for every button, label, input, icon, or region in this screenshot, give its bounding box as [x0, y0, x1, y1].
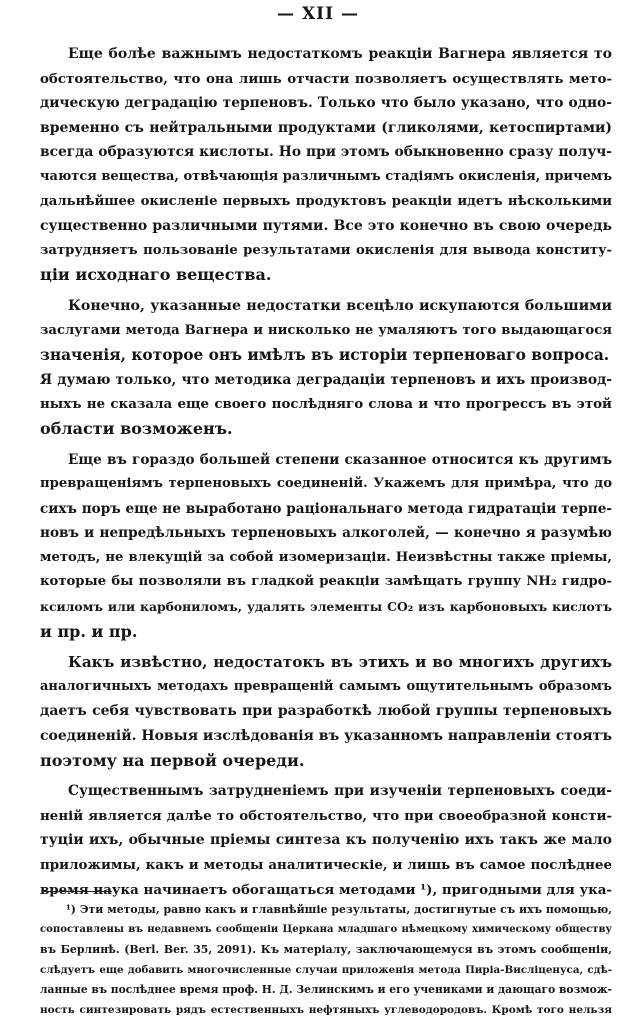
text-line: чаются вещества, отвѣчающія различнымъ стадіямъ окисленія, причемъ	[40, 168, 612, 184]
page-number: — XII —	[277, 4, 359, 24]
text-line: области возможенъ.	[40, 418, 233, 438]
text-line: Какъ извѣстно, недостатокъ въ этихъ и во многихъ другихъ	[68, 653, 612, 672]
footnote-line: сопоставлены въ недавнемъ сообщеніи Церкана младшаго нѣмецкому химическому обществу	[40, 924, 612, 935]
text-line: аналогичныхъ методахъ превращеній самымъ ощутительнымъ образомъ	[40, 678, 612, 694]
text-line: значенія, которое онъ имѣлъ въ исторіи терпеноваго вопроса.	[40, 346, 610, 365]
text-line: неній является далѣе то обстоятельство, что при своеобразной консти-	[40, 807, 612, 824]
text-line: ксиломъ или карбониломъ, удалять элементы CO₂ изъ карбоновыхъ кислотъ	[40, 599, 612, 615]
text-line: Я думаю только, что методика деградаціи терпеновъ и ихъ производ-	[40, 371, 612, 388]
text-line: Еще болѣе важнымъ недостаткомъ реакціи Вагнера является то	[68, 46, 612, 62]
footnote-divider	[42, 891, 112, 892]
text-line: обстоятельство, что она лишь отчасти позволяетъ осуществлять мето-	[40, 70, 612, 87]
text-line: методъ, не влекущій за собой изомеризаціи. Неизвѣстны также пріемы,	[40, 549, 612, 565]
text-line: Конечно, указанные недостатки всецѣло искупаются большими	[68, 297, 612, 314]
main-text	[40, 42, 612, 902]
text-line: даетъ себя чувствовать при разработкѣ любой группы терпеновыхъ	[40, 703, 612, 720]
text-line: новъ и непредѣльныхъ терпеновыхъ алкоголей, — конечно я разумѣю	[40, 525, 612, 542]
text-line: и пр. и пр.	[40, 621, 138, 641]
text-line: Существеннымъ затрудненіемъ при изученіи терпеновыхъ соеди-	[68, 783, 612, 800]
text-line: заслугами метода Вагнера и нисколько не умаляютъ того выдающагося	[40, 322, 612, 338]
text-line: время наука начинаетъ обогащаться методами ¹), пригодными для ука-	[40, 881, 612, 898]
text-line: приложимы, какъ и методы аналитическіе, и лишь въ самое послѣднее	[40, 857, 612, 873]
text-line: существенно различными путями. Все это конечно въ свою очередь	[40, 218, 612, 235]
text-line: сихъ поръ еще не выработано раціональнаго метода гидратаціи терпе-	[40, 500, 612, 517]
text-line: дическую деградацію терпеновъ. Только что было указано, что одно-	[40, 95, 612, 112]
text-line: превращеніямъ терпеновыхъ соединеній. Укажемъ для примѣра, что до	[40, 476, 612, 492]
text-line: Еще въ гораздо большей степени сказанное относится къ другимъ	[68, 451, 612, 468]
footnote-line: слѣдуетъ еще добавить многочисленные случаи приложенія метода Пиріа-Висліценуса, сдѣ-	[40, 964, 612, 976]
text-line: дальнѣйшее окисленіе первыхъ продуктовъ реакціи идетъ нѣсколькими	[40, 193, 612, 209]
text-line: ныхъ не сказала еще своего послѣдняго слова и что прогрессъ въ этой	[40, 396, 612, 413]
text-line: ціи исходнаго вещества.	[40, 265, 272, 285]
footnote-line: ¹) Эти методы, равно какъ и главнѣйшіе результаты, достигнутые съ ихъ помощью,	[66, 903, 612, 916]
text-line: затрудняетъ пользованіе результатами окисленія для вывода конститу-	[40, 242, 612, 258]
footnote	[40, 900, 612, 1020]
text-line: туціи ихъ, обычные пріемы синтеза къ полученію ихъ такъ же мало	[40, 832, 612, 849]
text-line: которые бы позволяли въ гладкой реакціи замѣщать группу NH₂ гидро-	[40, 574, 612, 590]
text-line: поэтому на первой очереди.	[40, 750, 305, 770]
footnote-line: ланные въ послѣднее время проф. Н. Д. Зелинскимъ и его учениками и дающаго возмож-	[40, 983, 612, 996]
footnote-line: ность синтезировать рядъ естественныхъ нефтяныхъ углеводородовъ. Кромѣ того нельзя	[40, 1004, 612, 1016]
footnote-line: въ Берлинѣ. (Berl. Ber. 35, 2091). Къ матеріалу, заключающемуся въ этомъ сообщеніи,	[40, 943, 612, 956]
text-line: соединеній. Новыя изслѣдованія въ указанномъ направленіи стоятъ	[40, 728, 612, 745]
text-line: временно съ нейтральными продуктами (гликолями, кетоспиртами)	[40, 119, 612, 136]
text-line: всегда образуются кислоты. Но при этомъ обыкновенно сразу получ-	[40, 144, 612, 161]
